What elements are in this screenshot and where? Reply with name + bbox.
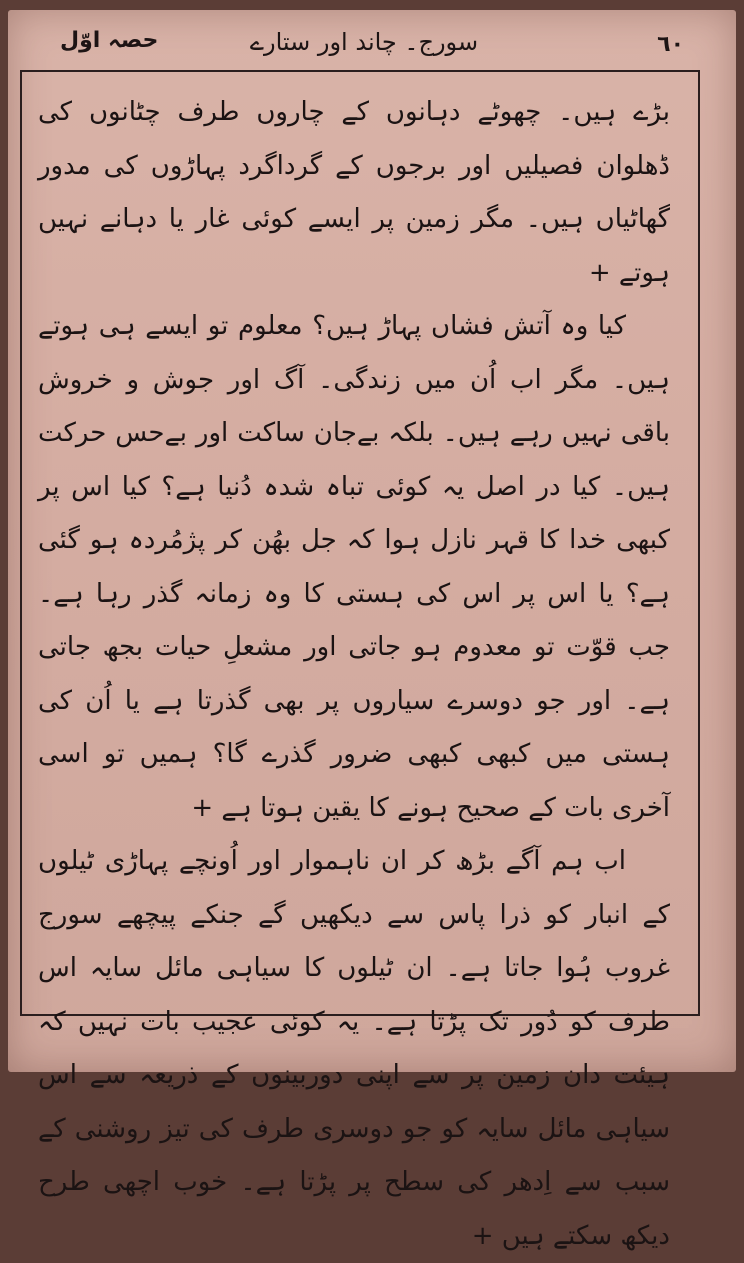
paragraph-hills-shadow: اب ہم آگے بڑھ کر ان ناہموار اور اُونچے پہاڑی ٹیلوں کے انبار کو ذرا پاس سے دیکھیں گے جنکے پیچھے سورج غروب ہُوا جاتا ہے۔ ان ٹیلوں کا سیاہی مائل سایہ اس طرف کو دُور تک پڑتا ہے۔ یہ کوئی عجیب بات نہیں کہ ہیئت دان زمین پر سے اپنی دوربینوں کے ذریعہ سے اس سیاہی مائل سایہ کو جو دوسری طرف کی تیز روشنی کے سبب سے اِدھر کی سطح پر پڑتا ہے۔ خوب اچھی طرح دیکھ سکتے ہیں + <box>38 846 670 1251</box>
page-number: ٦٠ <box>657 32 684 57</box>
page-body-text <box>38 86 670 1263</box>
paragraph-volcano-question: کیا وہ آتش فشاں پہاڑ ہیں؟ معلوم تو ایسے ہی ہوتے ہیں۔ مگر اب اُن میں زندگی۔ آگ اور جوش و خروش باقی نہیں رہے ہیں۔ بلکہ بےجان ساکت اور بےحس حرکت ہیں۔ کیا در اصل یہ کوئی تباہ شدہ دُنیا ہے؟ کیا اس پر کبھی خدا کا قہر نازل ہوا کہ جل بھُن کر پژمُردہ ہو گئی ہے؟ یا اس پر اس کی ہستی کا وہ زمانہ گذر رہا ہے۔ جب قوّت تو معدوم ہو جاتی اور مشعلِ حیات بجھ جاتی ہے۔ اور جو دوسرے سیاروں پر بھی گذرتا ہے یا اُن کی ہستی میں کبھی کبھی ضرور گذرے گا؟ ہمیں تو اسی آخری بات کے صحیح ہونے کا یقین ہوتا ہے + <box>38 311 670 823</box>
paragraph-continuation: بڑے ہیں۔ چھوٹے دہانوں کے چاروں طرف چٹانوں کی ڈھلوان فصیلیں اور برجوں کے گرداگرد پہاڑوں کی مدور گھاٹیاں ہیں۔ مگر زمین پر ایسے کوئی غار یا دہانے نہیں ہوتے + <box>38 97 670 288</box>
page-header <box>0 28 728 68</box>
running-title: سورج۔ چاند اور ستارے <box>249 28 479 56</box>
section-label: حصہ اوّل <box>60 28 159 53</box>
